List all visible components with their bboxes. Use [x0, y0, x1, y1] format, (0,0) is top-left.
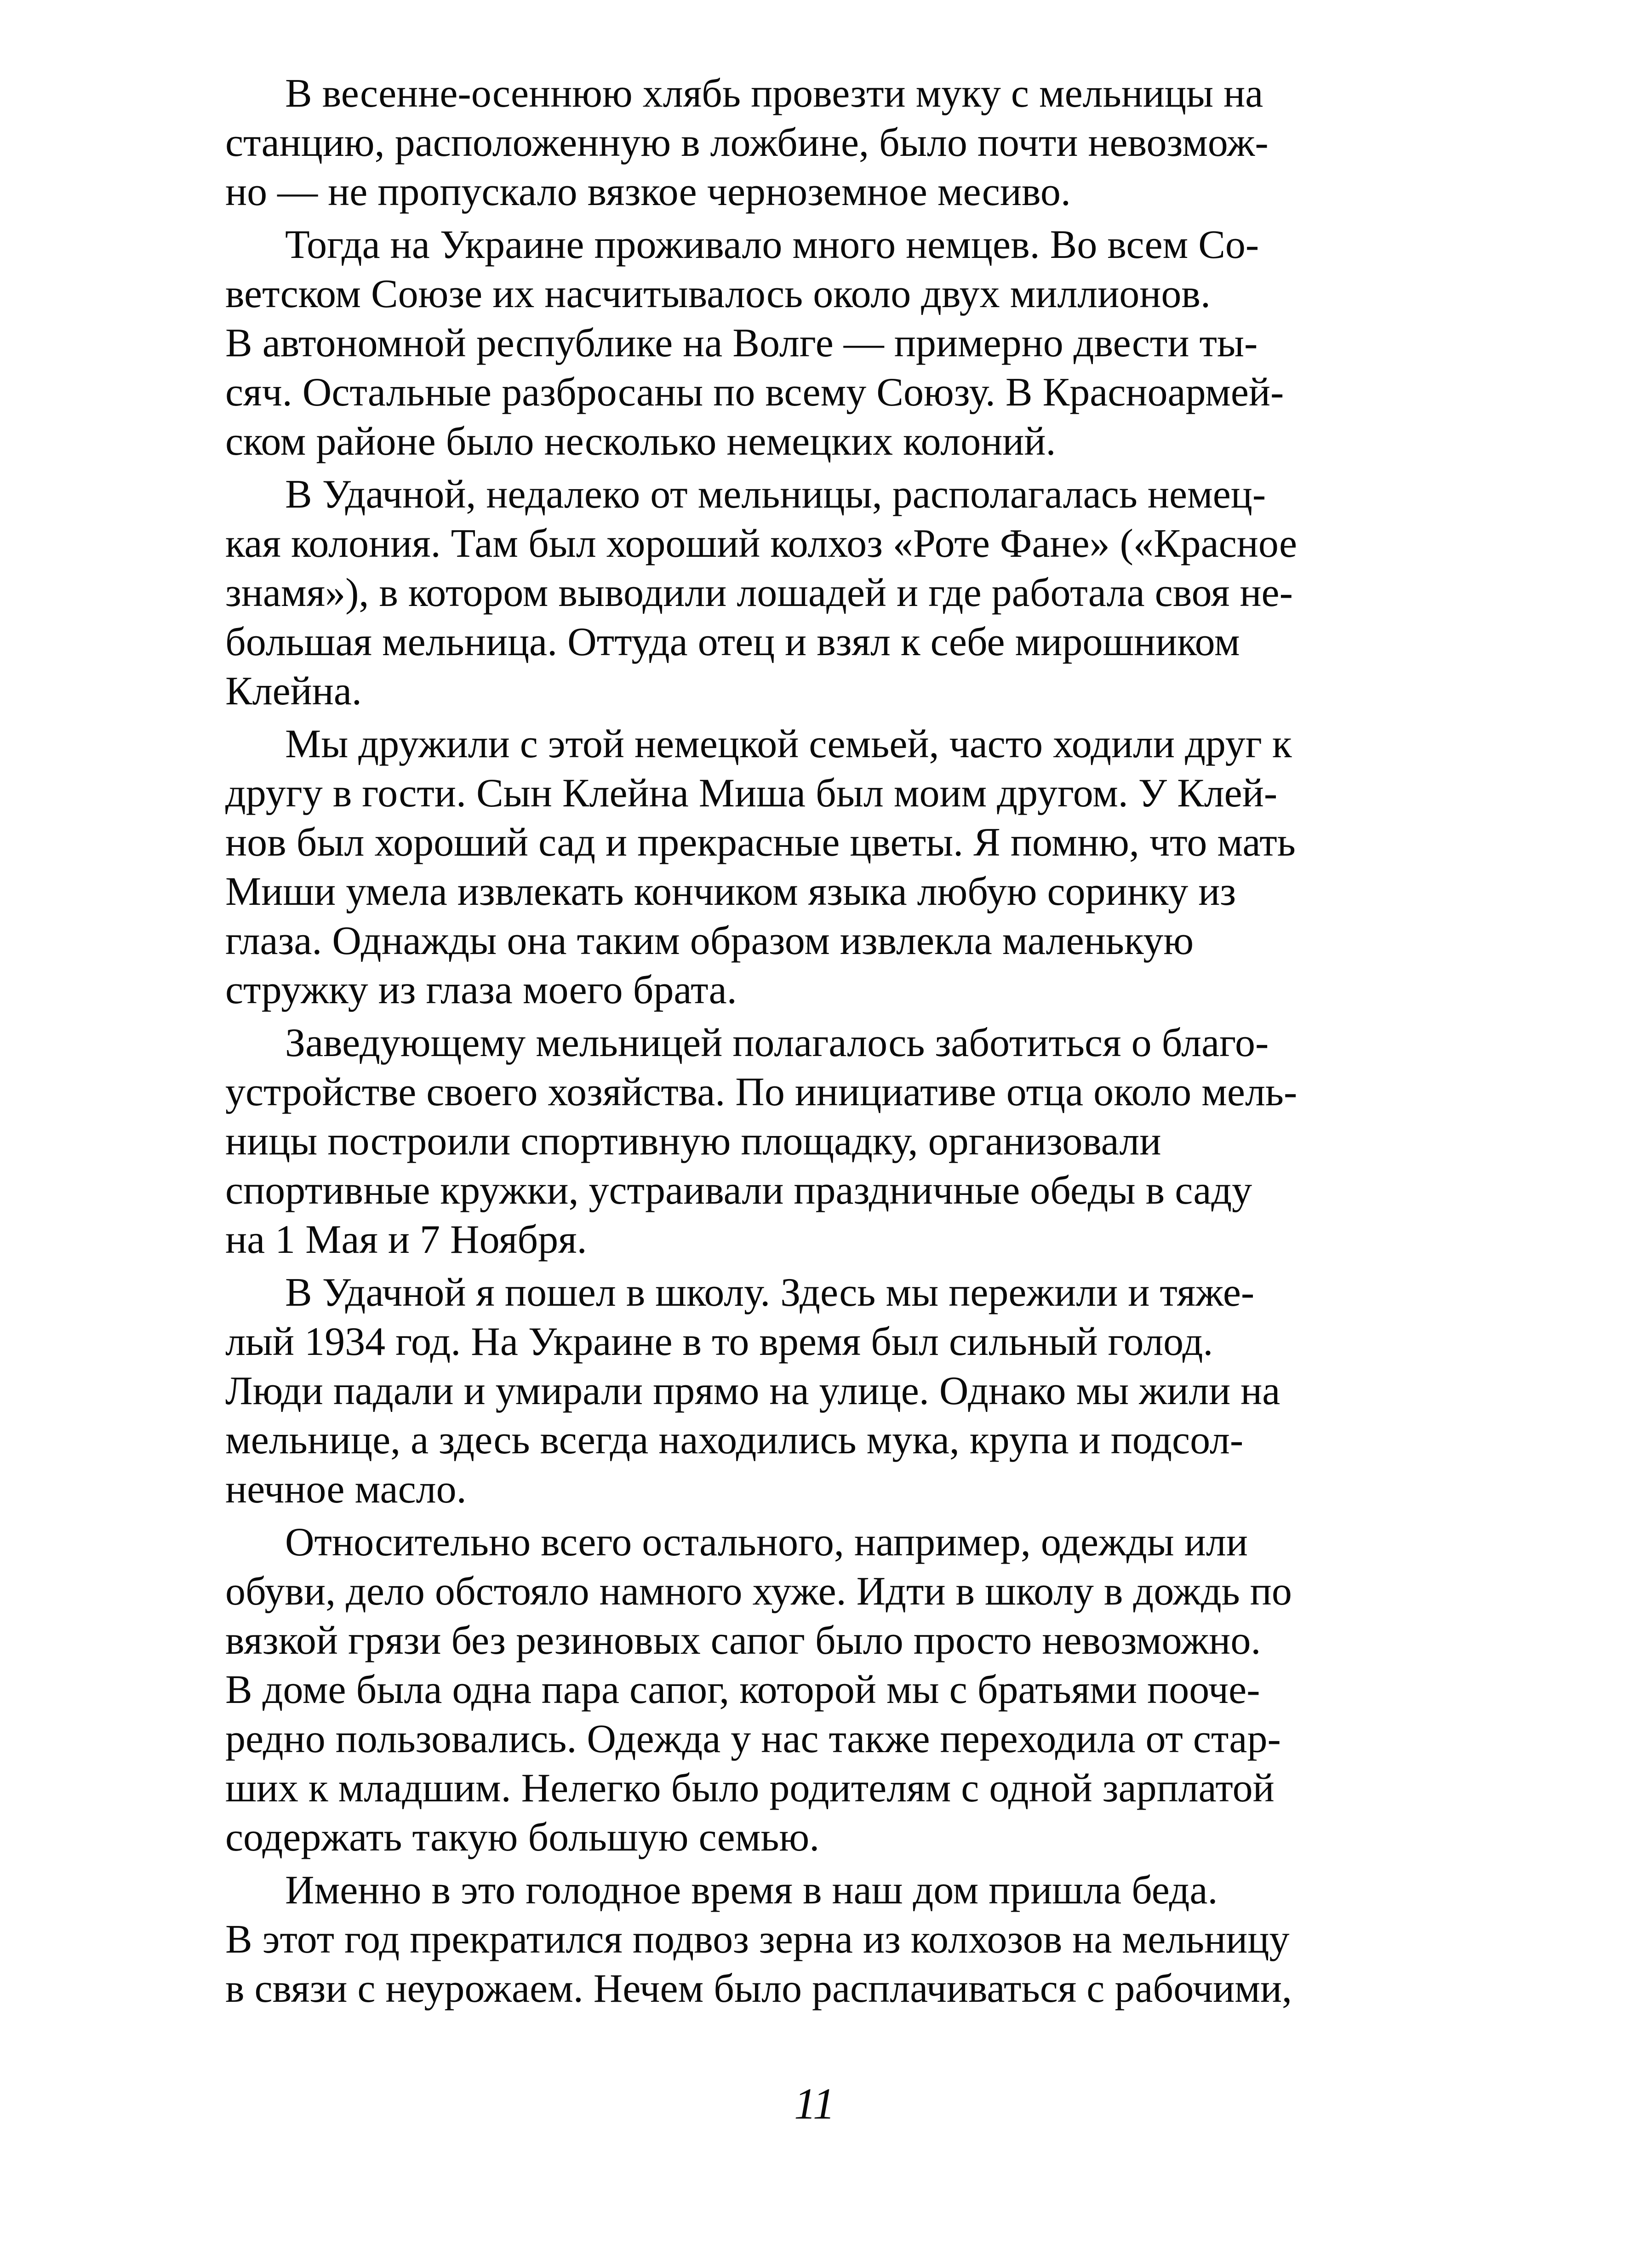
- paragraph: Тогда на Украине проживало много немцев. Во всем Со- ветском Союзе их насчитывалось около двух миллионов. В автономной республике на Волге — примерно двести ты- сяч. Остальные разбросаны по всему Союзу. В Красноармей- ском районе было несколько немецких колоний.: [225, 223, 1284, 464]
- paragraph: Мы дружили с этой немецкой семьей, часто ходили друг к другу в гости. Сын Клейна Миша был моим другом. У Клей- нов был хороший сад и прекрасные цветы. Я помню, что мать Миши умела извлекать кончиком языка любую соринку из глаза. Однажды она таким образом извлекла маленькую стружку из глаза моего брата.: [225, 722, 1296, 1012]
- paragraph: Относительно всего остального, например, одежды или обуви, дело обстояло намного хуже. Идти в школу в дождь по вязкой грязи без резиновых сапог было просто невозможно. В доме была одна пара сапог, которой мы с братьями пооче- редно пользовались. Одежда у нас также переходила от стар- ших к младшим. Нелегко было родителям с одной зарплатой содержать такую большую семью.: [225, 1520, 1292, 1860]
- paragraph: Заведующему мельницей полагалось заботиться о благо- устройстве своего хозяйства. По инициативе отца около мель- ницы построили спортивную площадку, организовали спортивные кружки, устраивали праздничные обеды в саду на 1 Мая и 7 Ноября.: [225, 1021, 1297, 1262]
- page-body: [225, 69, 1402, 2017]
- paragraph: Именно в это голодное время в наш дом пришла беда. В этот год прекратился подвоз зерна из колхозов на мельницу в связи с неурожаем. Нечем было расплачиваться с рабочими,: [225, 1868, 1292, 2011]
- paragraph: В Удачной, недалеко от мельницы, располагалась немец- кая колония. Там был хороший колхоз «Роте Фане» («Красное знамя»), в котором выводили лошадей и где работала своя не- большая мельница. Оттуда отец и взял к себе мирошником Клейна.: [225, 472, 1297, 714]
- paragraph: В весенне-осеннюю хлябь провезти муку с мельницы на станцию, расположенную в ложбине, было почти невозмож- но — не пропускало вязкое черноземное месиво.: [225, 71, 1269, 214]
- page-number: 11: [794, 2079, 835, 2128]
- paragraph: В Удачной я пошел в школу. Здесь мы пережили и тяже- лый 1934 год. На Украине в то время был сильный голод. Люди падали и умирали прямо на улице. Однако мы жили на мельнице, а здесь всегда находились мука, крупа и подсол- нечное масло.: [225, 1270, 1280, 1512]
